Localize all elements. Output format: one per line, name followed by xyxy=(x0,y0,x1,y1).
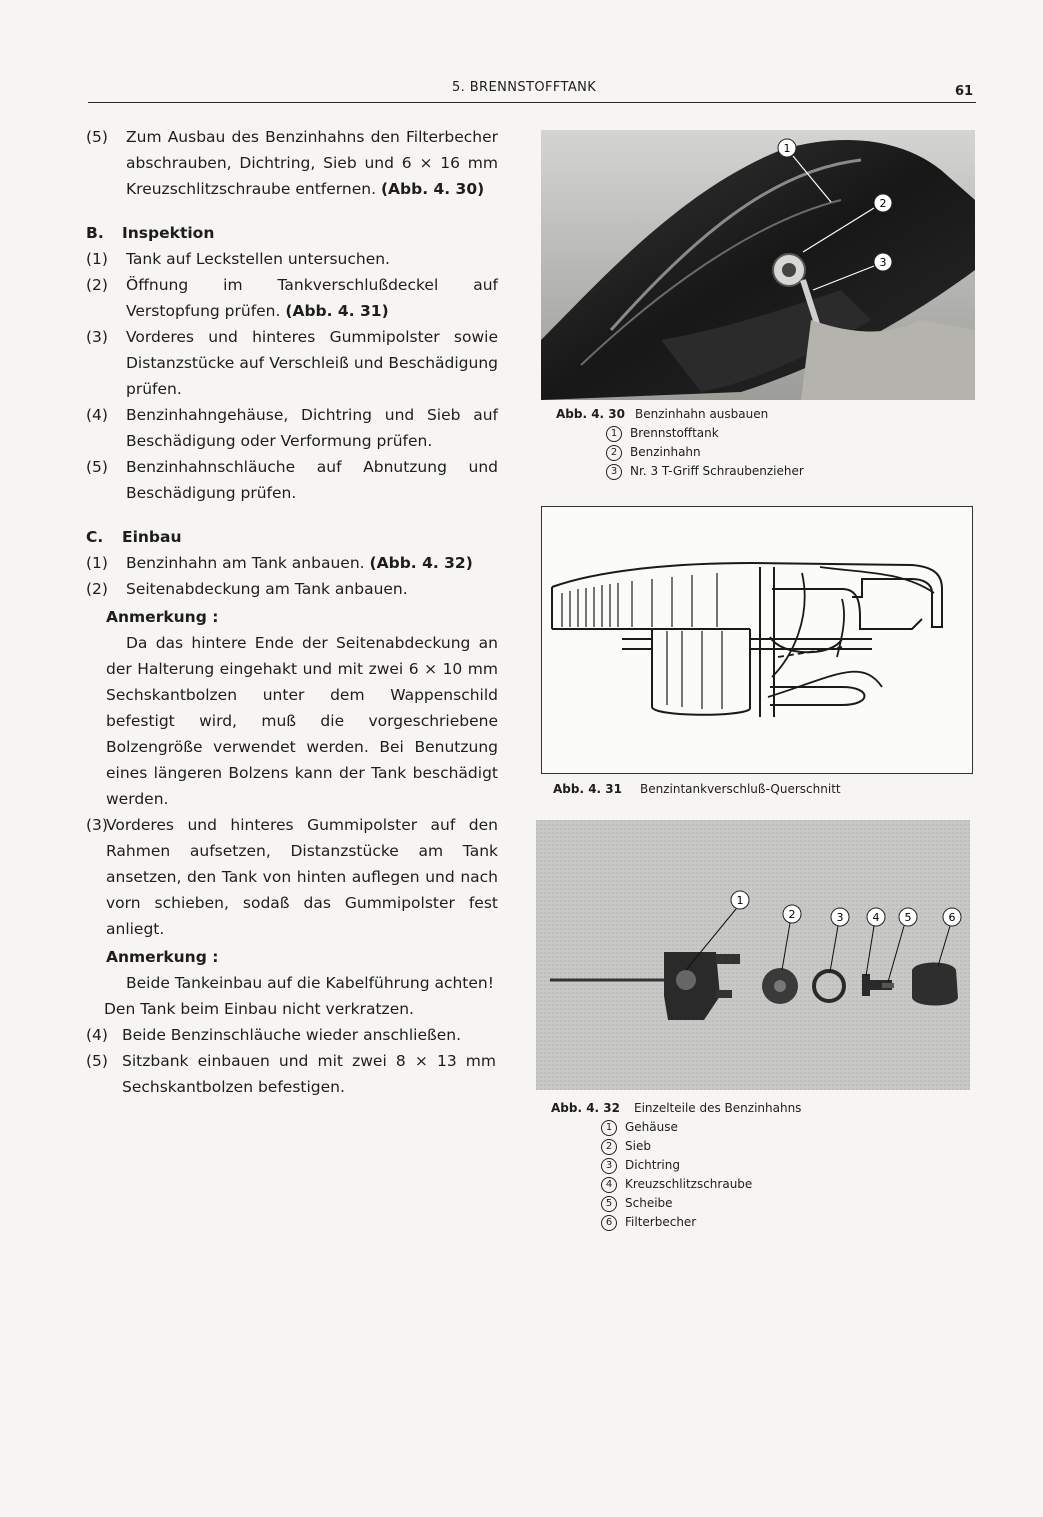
section-title: Inspektion xyxy=(122,224,215,242)
step-text: Benzinhahngehäuse, Dichtring und Sieb auf Beschädigung oder Verformung prüfen. xyxy=(126,406,498,450)
item-number: 3 xyxy=(606,464,622,480)
step-c5 xyxy=(86,1048,498,1100)
figure-4-30-caption xyxy=(556,405,804,481)
section-title: Einbau xyxy=(122,528,182,546)
note-text: Da das hintere Ende der Seitenabdeckung an der Halterung eingehakt und mit zwei 6 × 10 mm Sechskantbolzen unter dem Wappenschild befestigt wird, muß die vorgeschriebene Bolzengröße verwendet werden. Bei Benutzung eines längeren Bolzens kann der Tank beschädigt werden. xyxy=(106,634,498,808)
figure-title: Benzintankverschluß-Querschnitt xyxy=(640,782,841,796)
item-number: 2 xyxy=(601,1139,617,1155)
item-text: Gehäuse xyxy=(625,1120,678,1134)
item-number: 1 xyxy=(606,426,622,442)
item-number: 1 xyxy=(601,1120,617,1136)
step-number: (5) xyxy=(86,128,108,146)
step-a5 xyxy=(86,124,498,202)
step-text: Sitzbank einbauen und mit zwei 8 × 13 mm Sechskantbolzen befestigen. xyxy=(122,1052,496,1096)
step-b4 xyxy=(86,402,498,454)
step-b5 xyxy=(86,454,498,506)
caption-item xyxy=(556,462,804,481)
svg-text:2: 2 xyxy=(879,197,887,210)
step-c3 xyxy=(86,812,498,942)
svg-text:3: 3 xyxy=(836,911,844,924)
step-c2 xyxy=(86,576,498,602)
filler-cap-cross-section xyxy=(542,507,972,773)
caption-item xyxy=(551,1194,801,1213)
caption-item xyxy=(556,424,804,443)
figure-4-32-photo xyxy=(536,820,970,1090)
svg-text:6: 6 xyxy=(948,911,956,924)
step-number: (3) xyxy=(86,328,108,346)
svg-text:3: 3 xyxy=(879,256,887,269)
note-heading: Anmerkung : xyxy=(106,948,219,966)
fuel-tank-photo-illustration xyxy=(541,130,975,400)
caption-item xyxy=(551,1213,801,1232)
figure-reference: (Abb. 4. 31) xyxy=(285,302,389,320)
section-heading-c xyxy=(86,524,498,550)
section-letter: B. xyxy=(86,224,104,242)
step-number: (5) xyxy=(86,458,108,476)
step-number: (4) xyxy=(86,1026,108,1044)
step-number: (5) xyxy=(86,1052,108,1070)
step-text: Öffnung im Tankverschlußdeckel auf Verstopfung prüfen. xyxy=(126,276,498,320)
step-text: Vorderes und hinteres Gummipolster auf den Rahmen aufsetzen, Distanzstücke am Tank ansetzen, den Tank von hinten auflegen und nach vorn schieben, sodaß das Gummipolster fest anliegt. xyxy=(106,816,498,938)
item-text: Nr. 3 T-Griff Schraubenzieher xyxy=(630,464,804,478)
figure-reference: (Abb. 4. 30) xyxy=(380,180,485,198)
figure-4-31-drawing xyxy=(541,506,973,774)
note-heading: Anmerkung : xyxy=(106,608,219,626)
section-letter: C. xyxy=(86,528,104,546)
step-text: Beide Benzinschläuche wieder anschließen. xyxy=(122,1026,462,1044)
step-text: Benzinhahn am Tank anbauen. xyxy=(126,554,365,572)
step-number: (3) xyxy=(86,816,108,834)
figure-title: Benzinhahn ausbauen xyxy=(635,407,769,421)
figure-4-32-caption xyxy=(551,1099,801,1232)
figure-4-30-photo xyxy=(541,130,975,400)
item-number: 2 xyxy=(606,445,622,461)
step-b1 xyxy=(86,246,498,272)
section-heading-b xyxy=(86,220,498,246)
step-text: Tank auf Leckstellen untersuchen. xyxy=(126,250,390,268)
caption-item xyxy=(551,1137,801,1156)
page-number: 61 xyxy=(955,84,974,99)
step-text: Benzinhahnschläuche auf Abnutzung und Beschädigung prüfen. xyxy=(126,458,498,502)
svg-text:2: 2 xyxy=(788,908,796,921)
caption-item xyxy=(551,1175,801,1194)
svg-text:1: 1 xyxy=(783,142,791,155)
figure-4-31-caption xyxy=(553,780,841,799)
svg-text:5: 5 xyxy=(904,911,912,924)
step-c4 xyxy=(86,1022,498,1048)
item-text: Brennstofftank xyxy=(630,426,719,440)
step-b2 xyxy=(86,272,498,324)
item-text: Filterbecher xyxy=(625,1215,697,1229)
step-number: (2) xyxy=(86,276,108,294)
item-number: 4 xyxy=(601,1177,617,1193)
item-text: Scheibe xyxy=(625,1196,673,1210)
caption-item xyxy=(551,1118,801,1137)
item-number: 3 xyxy=(601,1158,617,1174)
running-header-title: 5. BRENNSTOFFTANK xyxy=(452,80,597,95)
item-text: Kreuzschlitzschraube xyxy=(625,1177,753,1191)
figure-label: Abb. 4. 31 xyxy=(553,782,622,796)
caption-item xyxy=(551,1156,801,1175)
svg-text:4: 4 xyxy=(872,911,880,924)
step-number: (1) xyxy=(86,554,108,572)
item-text: Dichtring xyxy=(625,1158,680,1172)
header-rule xyxy=(88,102,976,103)
figure-label: Abb. 4. 32 xyxy=(551,1101,620,1115)
step-text: Zum Ausbau des Benzinhahns den Filterbecher abschrauben, Dichtring, Sieb und 6 × 16 mm Kreuzschlitzschraube entfernen. xyxy=(126,128,498,198)
fuel-cock-parts-illustration xyxy=(536,820,970,1090)
item-number: 6 xyxy=(601,1215,617,1231)
step-number: (4) xyxy=(86,406,108,424)
item-text: Benzinhahn xyxy=(630,445,701,459)
left-text-column xyxy=(86,124,498,1100)
svg-text:1: 1 xyxy=(736,894,744,907)
figure-title: Einzelteile des Benzinhahns xyxy=(634,1101,802,1115)
step-number: (2) xyxy=(86,580,108,598)
figure-reference: (Abb. 4. 32) xyxy=(369,554,473,572)
step-number: (1) xyxy=(86,250,108,268)
step-text: Seitenabdeckung am Tank anbauen. xyxy=(126,580,408,598)
item-text: Sieb xyxy=(625,1139,651,1153)
step-text: Vorderes und hinteres Gummipolster sowie Distanzstücke auf Verschleiß und Beschädigung prüfen. xyxy=(126,328,498,398)
note-text: Den Tank beim Einbau nicht verkratzen. xyxy=(104,1000,414,1018)
step-c1 xyxy=(86,550,498,576)
figure-label: Abb. 4. 30 xyxy=(556,407,625,421)
step-b3 xyxy=(86,324,498,402)
caption-item xyxy=(556,443,804,462)
note-text: Beide Tankeinbau auf die Kabelführung achten! xyxy=(126,974,494,992)
item-number: 5 xyxy=(601,1196,617,1212)
